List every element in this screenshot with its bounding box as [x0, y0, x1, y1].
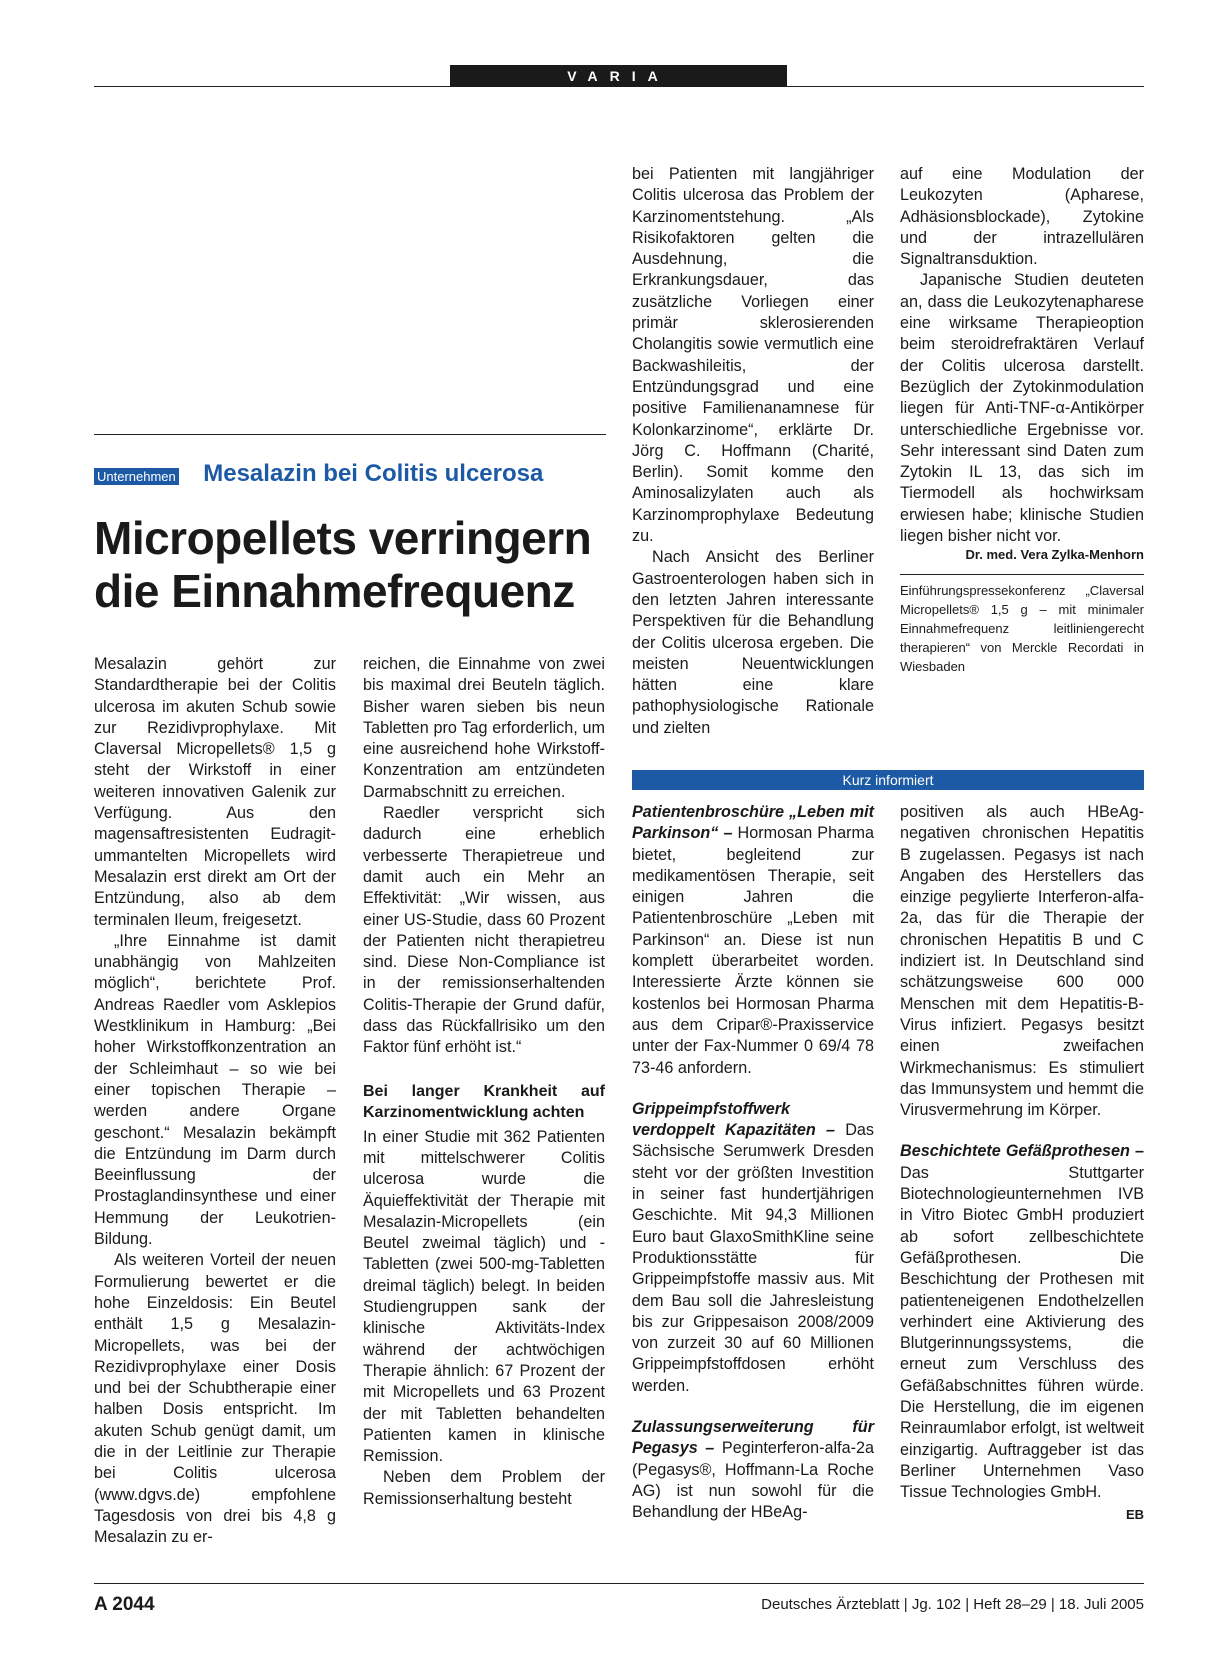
date: 18. Juli 2005	[1058, 1596, 1144, 1613]
news-item	[632, 1099, 874, 1397]
subheading: Bei langer Krankheit auf Karzinomentwicklung achten	[363, 1082, 605, 1121]
news-item	[632, 802, 874, 1079]
article-col-3	[632, 164, 874, 739]
news-text: Peginterferon-alfa-2a (Pegasys®, Hoffmann-La Roche AG) ist nun sowohl für die Behandlung der HBeAg-	[632, 1439, 874, 1522]
paragraph: In einer Studie mit 362 Patienten mit mittelschwerer Colitis ulcerosa wurde die Äquieffektivität der Therapie mit Mesalazin-Micropellets (ein Beutel zweimal täglich) und -Tabletten (zwei 500-mg-Tabletten dreimal täglich) belegt. In beiden Studiengruppen sank der klinische Aktivitäts-Index während der achtwöchigen Therapie ähnlich: 67 Prozent der mit Micropellets und 63 Prozent der mit Tabletten behandelten Patienten kamen in klinische Remission.	[363, 1127, 605, 1466]
title-line-1: Micropellets verringern	[94, 512, 592, 564]
news-item	[900, 1141, 1144, 1503]
news-head: Patientenbroschüre „Leben mit Parkinson“ –	[632, 803, 874, 843]
footer-rule	[94, 1583, 1144, 1584]
article-col-4	[900, 164, 1144, 676]
separator: |	[1050, 1596, 1055, 1613]
news-text: Hormosan Pharma bietet, begleitend zur medikamentösen Therapie, seit einigen Jahren die Patientenbroschüre „Leben mit Parkinson“ an. Diese ist nun komplett überarbeitet worden. Interessierte Ärzte können sie kostenlos bei Hormosan Pharma aus dem Cripar®-Praxisservice unter der Fax-Nummer 0 69/4 78 73-46 anfordern.	[632, 824, 874, 1077]
rubric-tag: Unternehmen	[94, 468, 179, 485]
author-signature: Dr. med. Vera Zylka-Menhorn	[965, 547, 1144, 563]
paragraph: reichen, die Einnahme von zwei bis maximal drei Beuteln täglich. Bisher waren sieben bis neun Tabletten pro Tag erforderlich, um eine ausreichend hohe Wirkstoff-Konzentration am entzündeten Darmabschnitt zu erreichen.	[363, 655, 605, 801]
paragraph: Mesalazin gehört zur Standardtherapie bei der Colitis ulcerosa im akuten Schub sowie zur Rezidivprophylaxe. Mit Claversal Micropellets® 1,5 g steht der Wirkstoff in einer weiteren innovativen Galenik zur Verfügung. Aus den magensaftresistenten Eudragit-ummantelten Micropellets wird Mesalazin erst direkt am Ort der Entzündung, also ab dem terminalen Ileum, freigesetzt.	[94, 655, 336, 929]
article-title	[94, 512, 634, 618]
article-kicker: Mesalazin bei Colitis ulcerosa	[203, 460, 544, 487]
news-head: Beschichtete Gefäßprothesen –	[900, 1142, 1144, 1161]
paragraph: bei Patienten mit langjähriger Colitis ulcerosa das Problem der Karzinomentstehung. „Als Risikofaktoren gelten die Ausdehnung, die Erkrankungsdauer, das zusätzliche Vorliegen einer primär sklerosierenden Cholangitis sowie vermutlich eine Backwashileitis, der Entzündungsgrad und eine positive Familienanamnese für Kolonkarzinome“, erklärte Dr. Jörg C. Hoffmann (Charité, Berlin). Somit komme den Aminosalizylaten auch als Karzinomprophylaxe Bedeutung zu.	[632, 165, 874, 546]
news-head: Grippeimpfstoffwerk verdoppelt Kapazitäten –	[632, 1099, 835, 1140]
paragraph: Raedler verspricht sich dadurch eine erheblich verbesserte Therapietreue und damit auch ein Mehr an Effektivität: „Wir wissen, aus einer US-Studie, dass 60 Prozent der Patienten nicht therapietreu sind. Diese Non-Compliance ist in der remissionserhaltenden Colitis-Therapie der Grund dafür, dass das Rückfallrisiko um den Faktor fünf erhöht ist.“	[363, 804, 605, 1057]
kurz-col-right	[900, 802, 1144, 1525]
journal-name: Deutsches Ärzteblatt	[761, 1596, 900, 1613]
kurz-informiert-header: Kurz informiert	[632, 770, 1144, 790]
article-col-2	[363, 654, 605, 1510]
news-text: Das Stuttgarter Biotechnologieunternehmen IVB in Vitro Biotec GmbH produziert ab sofort zellbeschichtete Gefäßprothesen. Die Beschichtung der Prothesen mit patienteneigenen Endothelzellen verhindert eine Aktivierung des Blutgerinnungssystems, die erneut zum Verschluss des Gefäßabschnittes führen würde. Die Herstellung, die im eigenen Reinraumlabor erfolgt, ist weltweit einzigartig. Auftraggeber ist das Berliner Unternehmen Vaso Tissue Technologies GmbH.	[900, 1163, 1144, 1502]
kicker-line	[94, 460, 614, 488]
separator: |	[903, 1596, 908, 1613]
title-line-2: die Einnahmefrequenz	[94, 565, 575, 617]
note-rule	[900, 574, 1144, 575]
news-head: Zulassungserweiterung für Pegasys –	[632, 1418, 874, 1458]
kurz-col-left	[632, 802, 874, 1524]
issue: Heft 28–29	[973, 1596, 1047, 1613]
kurz-signature: EB	[1125, 1506, 1144, 1522]
paragraph: Japanische Studien deuteten an, dass die Leukozytenapharese eine wirksame Therapieoption beim steroidrefraktären Verlauf der Colitis ulcerosa darstellt. Bezüglich der Zytokinmodulation liegen für Anti-TNF-α-Antikörper unterschiedliche Ergebnisse vor. Sehr interessant sind Daten zum Zytokin IL 13, das sich im Tiermodell als hochwirksam erwiesen habe; klinische Studien liegen bisher nicht vor.	[900, 271, 1144, 546]
news-item	[632, 1417, 874, 1523]
paragraph: Als weiteren Vorteil der neuen Formulierung bewertet er die hohe Einzeldosis: Ein Beutel enthält 1,5 g Mesalazin-Micropellets, was bei der Rezidivprophylaxe einer Dosis und bei der Schubtherapie einer halben Dosis entspricht. Im akuten Schub genügt damit, um die in der Leitlinie zur Therapie bei Colitis ulcerosa (www.dgvs.de) empfohlene Tagesdosis von drei bis 4,8 g Mesalazin zu er-	[94, 1251, 336, 1547]
news-text: Das Sächsische Serumwerk Dresden steht vor der größten Investition in seiner fast hundertjährigen Geschichte. Mit 94,3 Millionen Euro baut GlaxoSmithKline seine Produktionsstätte für Grippeimpfstoffe massiv aus. Mit dem Bau soll die Jahresleistung bis zur Grippesaison 2008/2009 von zurzeit 30 auf 60 Millionen Grippeimpfstoffdosen erhöht werden.	[632, 1121, 874, 1395]
footer-citation	[761, 1596, 1144, 1613]
paragraph: Nach Ansicht des Berliner Gastroenterologen haben sich in den letzten Jahren interessante Perspektiven für die Behandlung der Colitis ulcerosa ergeben. Die meisten Neuentwicklungen hätten eine klare pathophysiologische Rationale und zielten	[632, 548, 874, 737]
page-number: A 2044	[94, 1594, 155, 1615]
volume: Jg. 102	[911, 1596, 962, 1613]
paragraph: Neben dem Problem der Remissionserhaltung besteht	[363, 1468, 605, 1508]
article-col-1	[94, 654, 336, 1548]
separator: |	[965, 1596, 970, 1613]
title-rule	[94, 434, 606, 435]
paragraph: „Ihre Einnahme ist damit unabhängig von Mahlzeiten möglich“, berichtete Prof. Andreas Raedler vom Asklepios Westklinikum in Hamburg: „Bei hoher Wirkstoffkonzentration an der Schleimhaut – so wie bei einer topischen Therapie – werden andere Organe geschont.“ Mesalazin bekämpft die Entzündung im Darm durch Beeinflussung der Prostaglandinsynthese und einer Hemmung der Leukotrien-Bildung.	[94, 931, 336, 1249]
paragraph: auf eine Modulation der Leukozyten (Apharese, Adhäsionsblockade), Zytokine und der intrazellulären Signaltransduktion.	[900, 165, 1144, 269]
source-note: Einführungspressekonferenz „Claversal Micropellets® 1,5 g – mit minimaler Einnahmefrequenz leitliniengerecht therapieren“ von Merckle Recordati in Wiesbaden	[900, 583, 1144, 675]
section-label: VARIA	[450, 65, 787, 87]
news-continuation: positiven als auch HBeAg-negativen chronischen Hepatitis B zugelassen. Pegasys ist nach Angaben des Herstellers das einzige pegylierte Interferon-alfa-2a, das für die Therapie der chronischen Hepatitis B und C indiziert ist. In Deutschland sind schätzungsweise 600 000 Menschen mit dem Hepatitis-B-Virus infiziert. Pegasys besitzt einen zweifachen Wirkmechanismus: Es stimuliert das Immunsystem und hemmt die Virusvermehrung im Körper.	[900, 803, 1144, 1120]
